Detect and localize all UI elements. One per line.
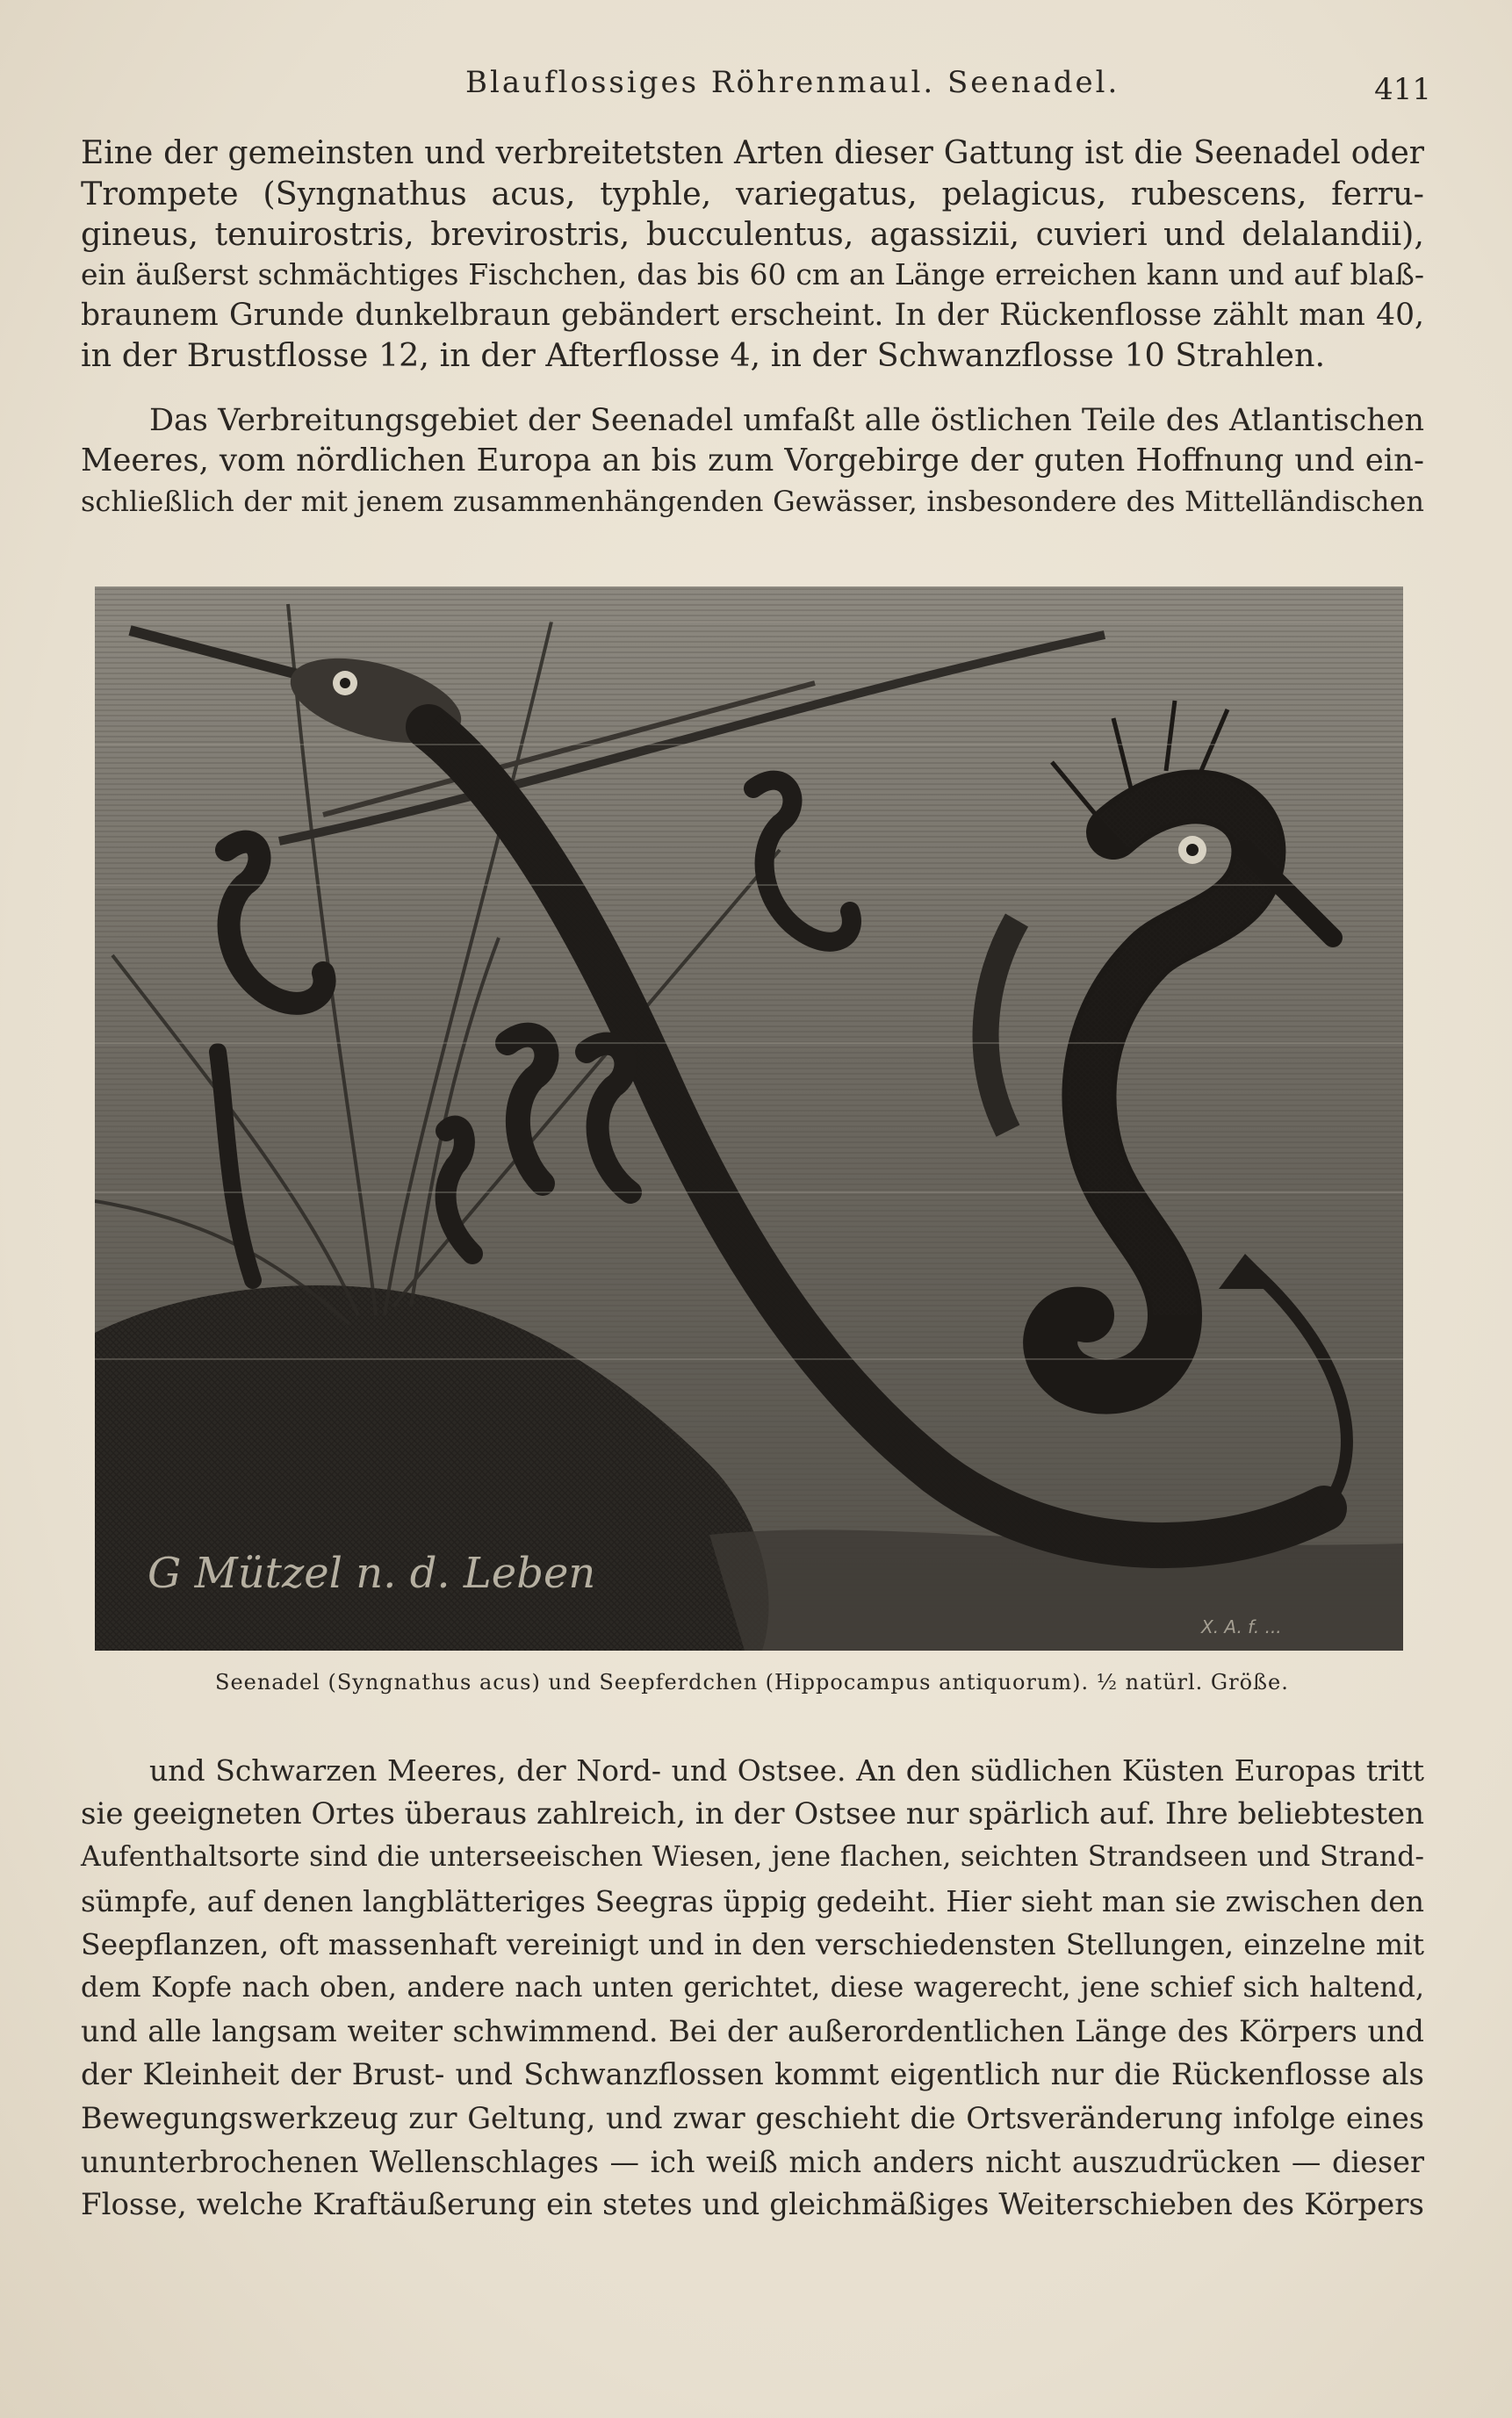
paragraph-line: ein äußerst schmächtiges Fischchen, das bis 60 cm an Länge erreichen kann und auf blaß- [81, 257, 1424, 291]
paragraph-line: der Kleinheit der Brust- und Schwanzflossen kommt eigentlich nur die Rückenflosse als [81, 2056, 1424, 2092]
paragraph-line: Aufenthaltsorte sind die unterseeischen Wiesen, jene flachen, seichten Strandseen und Strand- [81, 1841, 1424, 1873]
paragraph-line: Eine der gemeinsten und verbreitetsten Arten dieser Gattung ist die Seenadel oder [81, 135, 1424, 171]
running-title: Blauflossiges Röhrenmaul. Seenadel. [465, 65, 1120, 100]
paragraph-line: schließlich der mit jenem zusammenhängenden Gewässer, insbesondere des Mittelländischen [81, 485, 1424, 518]
engraver-credit: X. A. f. ... [1201, 1616, 1282, 1637]
paragraph-line: Flosse, welche Kraftäußerung ein stetes und gleichmäßiges Weiterschieben des Körpers [81, 2187, 1424, 2222]
paragraph-line: Seepflanzen, oft massenhaft vereinigt und in den verschiedensten Stellungen, einzelne mit [81, 1927, 1424, 1961]
paragraph-line: und alle langsam weiter schwimmend. Bei der außerordentlichen Länge des Körpers und [81, 2014, 1424, 2048]
paragraph-line: Das Verbreitungsgebiet der Seenadel umfaßt alle östlichen Teile des Atlantischen [149, 403, 1424, 438]
engraving-svg [95, 587, 1403, 1651]
paragraph-line: in der Brustflosse 12, in der Afterflosse 4, in der Schwanzflosse 10 Strahlen. [81, 336, 1326, 374]
paragraph-1 [81, 133, 1424, 376]
paragraph-line: Meeres, vom nördlichen Europa an bis zum Vorgebirge der guten Hoffnung und ein- [81, 443, 1424, 479]
figure-caption: Seenadel (Syngnathus acus) und Seepferdchen (Hippocampus antiquorum). ½ natürl. Größe. [215, 1670, 1289, 1695]
paragraph-3 [81, 1749, 1424, 2227]
page-number: 411 [1374, 72, 1431, 107]
paragraph-line: braunem Grunde dunkelbraun gebändert erscheint. In der Rückenflosse zählt man 40, [81, 298, 1424, 333]
paragraph-line: sie geeigneten Ortes überaus zahlreich, in der Ostsee nur spärlich auf. Ihre beliebtesten [81, 1796, 1424, 1831]
engraving-illustration [95, 587, 1403, 1651]
paragraph-line: sümpfe, auf denen langblätteriges Seegras üppig gedeiht. Hier sieht man sie zwischen den [81, 1883, 1424, 1918]
artist-signature: G Mützel n. d. Leben [148, 1549, 596, 1598]
paragraph-line: Bewegungswerkzeug zur Geltung, und zwar geschieht die Ortsveränderung infolge eines [81, 2101, 1424, 2135]
paragraph-line: und Schwarzen Meeres, der Nord- und Ostsee. An den südlichen Küsten Europas tritt [149, 1753, 1424, 1788]
paragraph-line: dem Kopfe nach oben, andere nach unten gerichtet, diese wagerecht, jene schief sich haltend, [81, 1971, 1424, 2004]
running-head [79, 65, 1431, 118]
paragraph-line: Trompete (Syngnathus acus, typhle, variegatus, pelagicus, rubescens, ferru- [81, 175, 1424, 212]
paragraph-line: gineus, tenuirostris, brevirostris, bucculentus, agassizii, cuvieri und delalandii), [81, 215, 1424, 253]
paragraph-line: ununterbrochenen Wellenschlages — ich weiß mich anders nicht auszudrücken — dieser [81, 2144, 1424, 2179]
paragraph-2 [81, 400, 1424, 522]
